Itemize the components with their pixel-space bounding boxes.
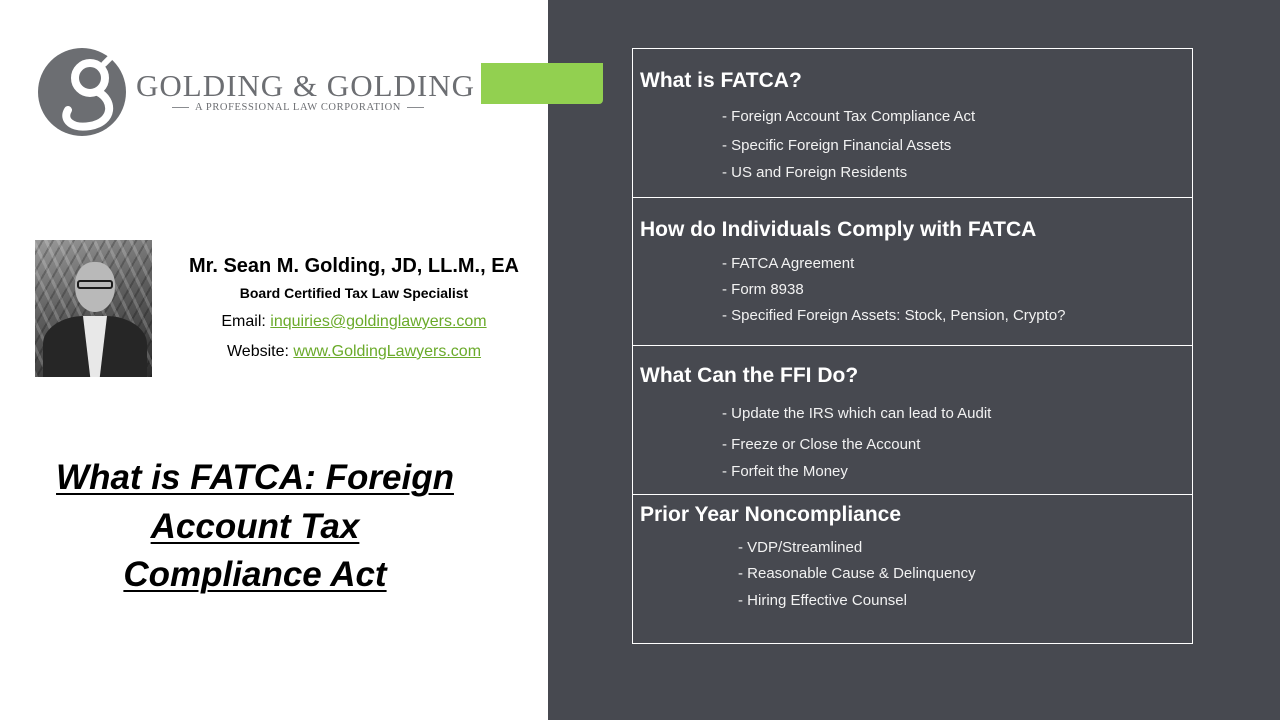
main-title-line-3: Compliance Act [123,555,387,594]
person-title: Board Certified Tax Law Specialist [239,285,469,301]
firm-tagline [172,102,424,113]
tagline-text: A PROFESSIONAL LAW CORPORATION [195,102,401,113]
profile-photo [35,240,152,377]
section-item: - Specified Foreign Assets: Stock, Pension, Crypto? [722,307,1066,324]
main-title [20,454,490,600]
section-heading: What is FATCA? [640,69,802,92]
firm-name: GOLDING & GOLDING [136,68,476,103]
section-item: - Forfeit the Money [722,463,848,480]
person-name: Mr. Sean M. Golding, JD, LL.M., EA [188,255,520,277]
section-heading: How do Individuals Comply with FATCA [640,218,1037,241]
section-item: - Form 8938 [722,281,804,298]
section-what-is-fatca [632,48,1193,198]
website-label: Website: [226,343,289,360]
email-link[interactable]: inquiries@goldinglawyers.com [270,313,487,330]
section-item: - Foreign Account Tax Compliance Act [722,108,976,125]
section-item: - Update the IRS which can lead to Audit [722,405,992,422]
main-title-line-2: Account Tax [150,506,360,546]
section-item: - Freeze or Close the Account [722,436,921,453]
section-how-individuals-comply [632,197,1193,346]
email-label: Email: [221,313,266,330]
section-what-can-ffi-do [632,345,1193,495]
green-accent-tab [481,63,603,104]
contact-email-line [160,313,548,331]
golding-logo-mark-icon [38,48,128,136]
photo-glasses [77,280,113,289]
section-item: - Specific Foreign Financial Assets [722,137,952,154]
section-item: - VDP/Streamlined [738,539,863,556]
tagline-rule-right [407,107,424,108]
section-prior-year-noncompliance [632,494,1193,644]
section-item: - Reasonable Cause & Delinquency [738,565,976,582]
section-heading: What Can the FFI Do? [640,364,859,387]
section-heading: Prior Year Noncompliance [640,503,902,526]
main-title-line-1: What is FATCA: Foreign [56,458,454,497]
website-link[interactable]: www.GoldingLawyers.com [293,343,482,360]
contact-website-line [160,343,548,361]
section-item: - US and Foreign Residents [722,164,908,181]
section-item: - FATCA Agreement [722,255,855,272]
section-item: - Hiring Effective Counsel [738,592,907,609]
tagline-rule-left [172,107,189,108]
